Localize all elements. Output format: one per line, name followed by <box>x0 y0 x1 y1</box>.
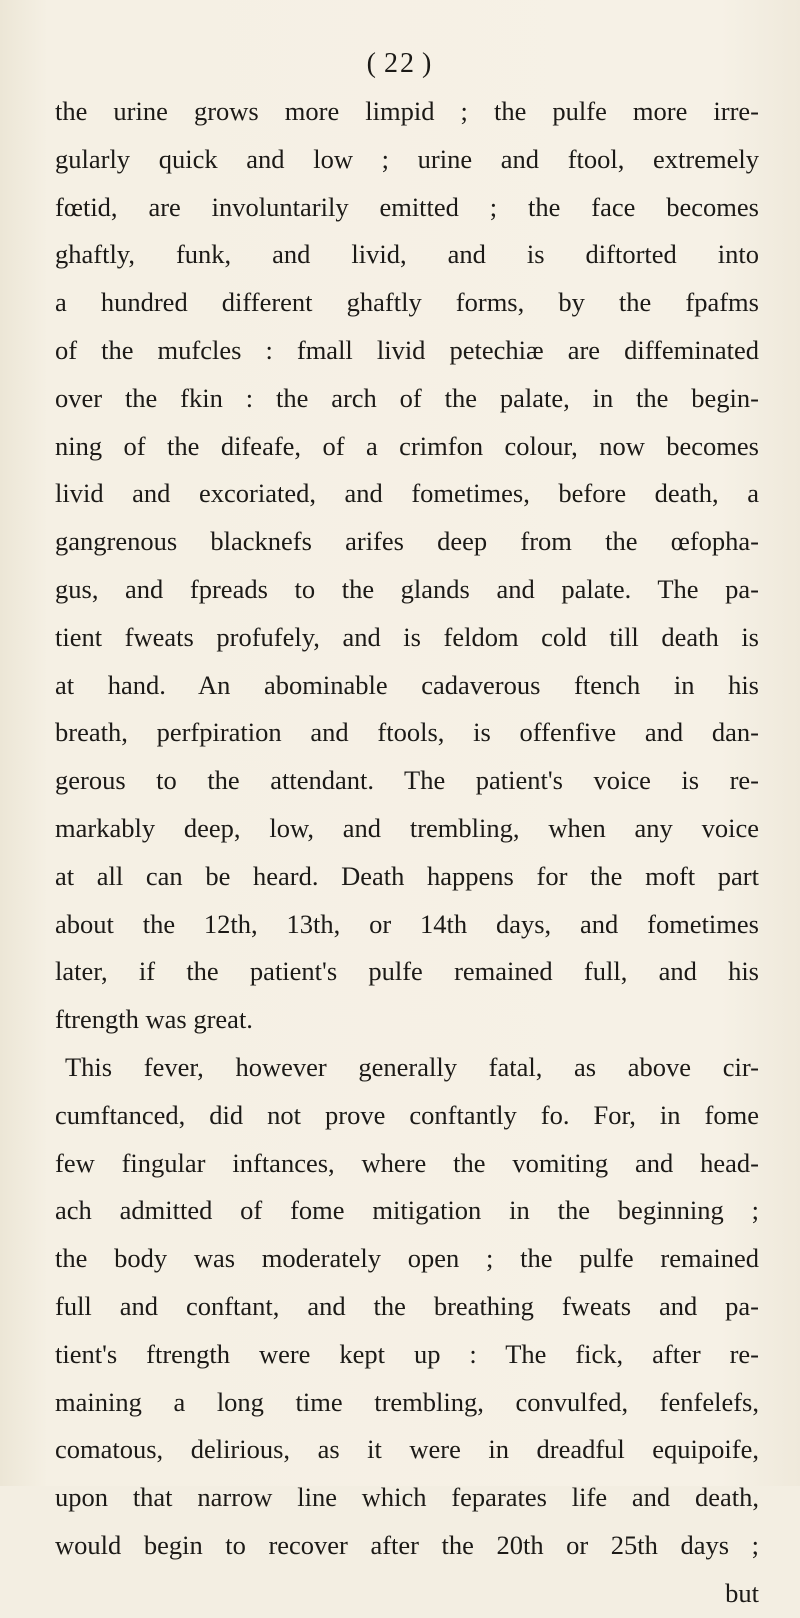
text-line: comatous, delirious, as it were in dreadful equipoife, <box>55 1434 759 1465</box>
text-line: cumftanced, did not prove conftantly fo. For, in fome <box>55 1099 759 1130</box>
text-line: would begin to recover after the 20th or 25th days ; <box>55 1529 759 1560</box>
text-line: ghaftly, funk, and livid, and is diftorted into <box>55 239 759 270</box>
text-line: markably deep, low, and trembling, when any voice <box>55 812 759 843</box>
text-line: of the mufcles : fmall livid petechiæ are diffeminated <box>55 334 759 365</box>
text-line: upon that narrow line which feparates life and death, <box>55 1482 759 1513</box>
text-line: gerous to the attendant. The patient's voice is re- <box>55 765 759 796</box>
text-line: later, if the patient's pulfe remained full, and his <box>55 956 759 987</box>
text-line: fœtid, are involuntarily emitted ; the face becomes <box>55 191 759 222</box>
text-line: maining a long time trembling, convulfed, fenfelefs, <box>55 1386 759 1417</box>
text-line: few fingular inftances, where the vomiting and head- <box>55 1147 759 1178</box>
catchword: but <box>725 1577 759 1608</box>
text-line: the body was moderately open ; the pulfe remained <box>55 1243 759 1274</box>
text-line: full and conftant, and the breathing fweats and pa- <box>55 1290 759 1321</box>
text-line: gularly quick and low ; urine and ftool, extremely <box>55 143 759 174</box>
text-line: at hand. An abominable cadaverous ftench in his <box>55 669 759 700</box>
text-line: This fever, however generally fatal, as above cir- <box>65 1051 759 1082</box>
body-text <box>55 88 759 1618</box>
text-line: over the fkin : the arch of the palate, in the begin- <box>55 382 759 413</box>
text-line: ning of the difeafe, of a crimfon colour, now becomes <box>55 430 759 461</box>
text-line: livid and excoriated, and fometimes, before death, a <box>55 478 759 509</box>
text-line: about the 12th, 13th, or 14th days, and fometimes <box>55 908 759 939</box>
page-number-value: 22 <box>384 48 416 79</box>
text-line: tient's ftrength were kept up : The fick, after re- <box>55 1338 759 1369</box>
text-line: a hundred different ghaftly forms, by the fpafms <box>55 287 759 318</box>
text-line: ach admitted of fome mitigation in the beginning ; <box>55 1195 759 1226</box>
text-line: gangrenous blacknefs arifes deep from the œfopha- <box>55 526 759 557</box>
text-line: breath, perfpiration and ftools, is offenfive and dan- <box>55 717 759 748</box>
text-line: at all can be heard. Death happens for the moft part <box>55 860 759 891</box>
text-line: tient fweats profufely, and is feldom cold till death is <box>55 621 759 652</box>
text-line: ftrength was great. <box>55 1004 253 1035</box>
text-line: the urine grows more limpid ; the pulfe more irre- <box>55 96 759 126</box>
text-line: gus, and fpreads to the glands and palate. The pa- <box>55 573 759 604</box>
page-number: ( 22 ) <box>366 48 434 79</box>
